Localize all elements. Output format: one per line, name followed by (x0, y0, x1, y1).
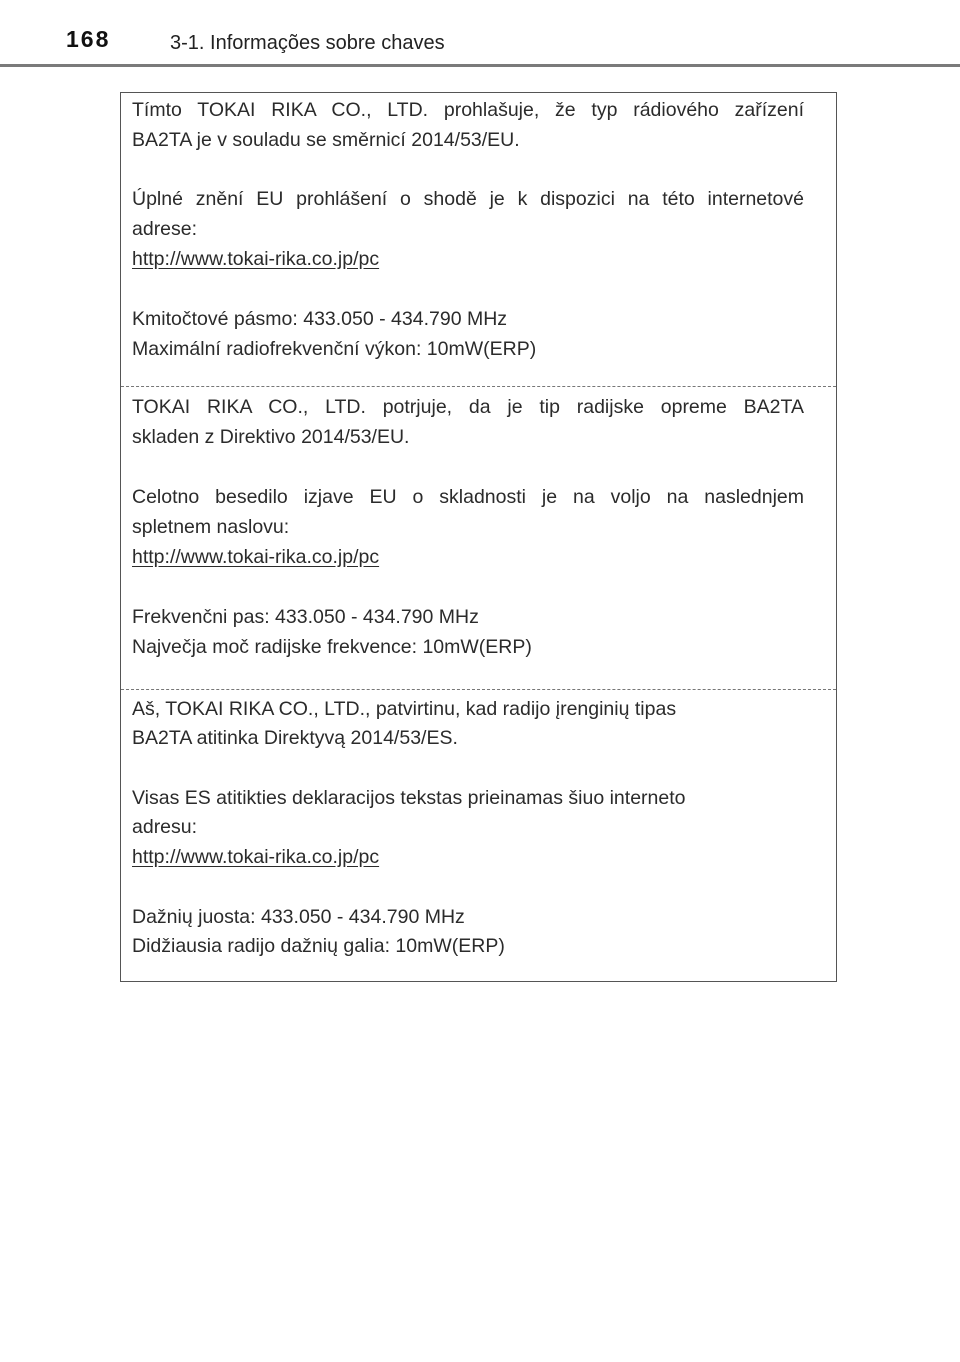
section-title: 3-1. Informações sobre chaves (170, 32, 445, 54)
declaration-link[interactable]: http://www.tokai-rika.co.jp/pc (132, 248, 380, 270)
declaration-link[interactable]: http://www.tokai-rika.co.jp/pc (132, 846, 380, 868)
frequency-band: Frekvenčni pas: 433.050 - 434.790 MHz (132, 606, 479, 628)
declaration-line: Celotno besedilo izjave EU o skladnosti je na voljo na naslednjem (132, 486, 804, 508)
declaration-line: TOKAI RIKA CO., LTD. potrjuje, da je tip radijske opreme BA2TA (132, 396, 804, 418)
max-power: Največja moč radijske frekvence: 10mW(ERP) (132, 636, 532, 658)
max-power: Didžiausia radijo dažnių galia: 10mW(ERP) (132, 935, 505, 957)
frequency-band: Kmitočtové pásmo: 433.050 - 434.790 MHz (132, 308, 508, 330)
declaration-line: adresu: (132, 816, 198, 838)
declaration-line: skladen z Direktivo 2014/53/EU. (132, 426, 410, 448)
declaration-line: Tímto TOKAI RIKA CO., LTD. prohlašuje, že typ rádiového zařízení (132, 99, 804, 121)
declaration-lithuanian (121, 689, 836, 982)
page-header (0, 0, 960, 70)
declaration-line: spletnem naslovu: (132, 516, 290, 538)
declaration-link[interactable]: http://www.tokai-rika.co.jp/pc (132, 546, 380, 568)
frequency-band: Dažnių juosta: 433.050 - 434.790 MHz (132, 906, 465, 928)
header-divider (0, 64, 960, 67)
declaration-line: Aš, TOKAI RIKA CO., LTD., patvirtinu, kad radijo įrenginių tipas (132, 698, 677, 720)
declaration-line: BA2TA je v souladu se směrnicí 2014/53/EU. (132, 129, 520, 151)
declaration-line: adrese: (132, 218, 198, 240)
declaration-box (120, 92, 837, 982)
page-number: 168 (66, 26, 111, 52)
declaration-line: Úplné znění EU prohlášení o shodě je k dispozici na této internetové (132, 188, 804, 210)
declaration-czech (121, 93, 836, 386)
declaration-line: Visas ES atitikties deklaracijos tekstas prieinamas šiuo interneto (132, 787, 686, 809)
max-power: Maximální radiofrekvenční výkon: 10mW(ERP) (132, 338, 537, 360)
declaration-slovenian (121, 386, 836, 690)
declaration-line: BA2TA atitinka Direktyvą 2014/53/ES. (132, 727, 458, 749)
